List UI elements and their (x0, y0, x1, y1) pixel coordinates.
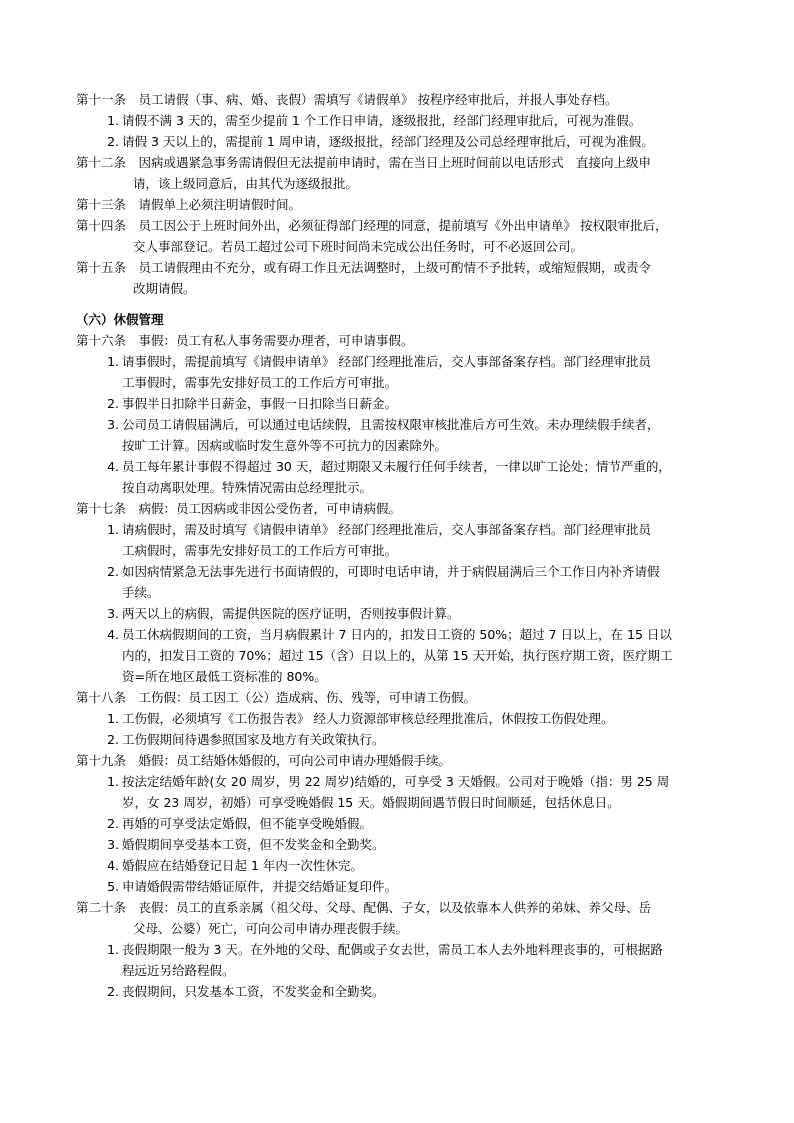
list-item-number: 2. (107, 134, 119, 149)
list-item-text: 婚假期间享受基本工资，但不发奖金和全勤奖。 (122, 837, 385, 852)
list-item-continuation: 按自动离职处理。特殊情况需由总经理批示。 (122, 480, 373, 495)
article-line: 第十六条 事假：员工有私人事务需要办理者，可申请事假。 (76, 333, 414, 348)
list-item-number: 3. (107, 606, 119, 621)
list-item-text: 如因病情紧急无法事先进行书面请假的，可即时电话申请，并于病假届满后三个工作日内补齐请假 (122, 564, 660, 579)
list-item-text: 员工每年累计事假不得超过 30 天，超过期限又未履行任何手续者，一律以旷工论处；情节严重的， (122, 459, 671, 474)
list-item-text: 申请婚假需带结婚证原件，并提交结婚证复印件。 (122, 879, 398, 894)
list-item-continuation: 资=所在地区最低工资标准的 80%。 (122, 669, 327, 684)
list-item-number: 2. (107, 396, 119, 411)
list-item-number: 1. (107, 711, 119, 726)
list-item-continuation: 按旷工计算。因病或临时发生意外等不可抗力的因素除外。 (122, 438, 448, 453)
list-item-text: 丧假期间，只发基本工资，不发奖金和全勤奖。 (122, 984, 385, 999)
list-item-text: 再婚的可享受法定婚假，但不能享受晚婚假。 (122, 816, 373, 831)
list-item-text: 公司员工请假届满后，可以通过电话续假，且需按权限审核批准后方可生效。未办理续假手续者， (122, 417, 660, 432)
list-item-text: 请病假时，需及时填写《请假申请单》 经部门经理批准后，交人事部备案存档。部门经理审批员 (122, 522, 651, 537)
list-item-number: 1. (107, 942, 119, 957)
list-item-continuation: 内的，扣发日工资的 70%；超过 15（含）日以上的，从第 15 天开始，执行医疗期工资，医疗期工 (122, 648, 673, 663)
list-item-continuation: 程远近另给路程假。 (122, 963, 235, 978)
list-item-text: 丧假期限一般为 3 天。在外地的父母、配偶或子女去世，需员工本人去外地料理丧事的，可根据路 (122, 942, 663, 957)
list-item-number: 1. (107, 354, 119, 369)
list-item-text: 婚假应在结婚登记日起 1 年内一次性休完。 (122, 858, 363, 873)
list-item-number: 2. (107, 732, 119, 747)
list-item-number: 5. (107, 879, 119, 894)
list-item-number: 3. (107, 417, 119, 432)
list-item-text: 请事假时，需提前填写《请假申请单》 经部门经理批准后，交人事部备案存档。部门经理审批员 (122, 354, 651, 369)
article-line: 第十三条 请假单上必须注明请假时间。 (76, 197, 302, 212)
article-line: 第十五条 员工请假理由不充分，或有碍工作且无法调整时，上级可酌情不予批转，或缩短假期，或责令 (76, 260, 652, 275)
list-item-text: 员工休病假期间的工资，当月病假累计 7 日内的，扣发日工资的 50%；超过 7 日以上，在 15 日以 (122, 627, 672, 642)
list-item-number: 1. (107, 774, 119, 789)
list-item-text: 两天以上的病假，需提供医院的医疗证明，否则按事假计算。 (122, 606, 460, 621)
article-continuation: 改期请假。 (133, 281, 196, 296)
list-item-number: 2. (107, 564, 119, 579)
article-line: 第十八条 工伤假：员工因工（公）造成病、伤、残等，可申请工伤假。 (76, 690, 477, 705)
list-item-continuation: 岁，女 23 周岁，初婚）可享受晚婚假 15 天。婚假期间遇节假日时间顺延，包括休息日。 (122, 795, 620, 810)
list-item-text: 工伤假，必须填写《工伤报告表》 经人力资源部审核总经理批准后，休假按工伤假处理。 (122, 711, 614, 726)
list-item-text: 按法定结婚年龄(女 20 周岁，男 22 周岁)结婚的，可享受 3 天婚假。公司对于晚婚（指：男 25 周 (122, 774, 670, 789)
article-continuation: 交人事部登记。若员工超过公司下班时间尚未完成公出任务时，可不必返回公司。 (133, 239, 584, 254)
list-item-number: 1. (107, 522, 119, 537)
list-item-continuation: 工病假时，需事先安排好员工的工作后方可审批。 (122, 543, 398, 558)
list-item-text: 事假半日扣除半日薪金，事假一日扣除当日薪金。 (122, 396, 398, 411)
list-item-number: 2. (107, 816, 119, 831)
list-item-text: 请假 3 天以上的，需提前 1 周申请，逐级报批，经部门经理及公司总经理审批后，可视为准假。 (122, 134, 654, 149)
list-item-number: 2. (107, 984, 119, 999)
article-line: 第十九条 婚假：员工结婚休婚假的，可向公司申请办理婚假手续。 (76, 753, 452, 768)
article-continuation: 请，该上级同意后，由其代为逐级报批。 (133, 176, 359, 191)
list-item-number: 4. (107, 459, 119, 474)
list-item-number: 4. (107, 858, 119, 873)
list-item-continuation: 工事假时，需事先安排好员工的工作后方可审批。 (122, 375, 398, 390)
list-item-number: 3. (107, 837, 119, 852)
list-item-continuation: 手续。 (122, 585, 160, 600)
list-item-number: 1. (107, 113, 119, 128)
article-line: 第十一条 员工请假（事、病、婚、丧假）需填写《请假单》 按程序经审批后，并报人事处存档。 (76, 92, 618, 107)
list-item-text: 请假不满 3 天的，需至少提前 1 个工作日申请，逐级报批，经部门经理审批后，可视为准假。 (122, 113, 642, 128)
section-heading: （六）休假管理 (76, 312, 164, 327)
list-item-number: 4. (107, 627, 119, 642)
article-line: 第十四条 员工因公于上班时间外出，必须征得部门经理的同意，提前填写《外出申请单》 按权限审批后， (76, 218, 668, 233)
article-line: 第二十条 丧假：员工的直系亲属（祖父母、父母、配偶、子女，以及依靠本人供养的弟妹、养父母、岳 (76, 900, 652, 915)
list-item-text: 工伤假期间待遇参照国家及地方有关政策执行。 (122, 732, 385, 747)
article-line: 第十七条 病假：员工因病或非因公受伤者，可申请病假。 (76, 501, 402, 516)
article-line: 第十二条 因病或遇紧急事务需请假但无法提前申请时，需在当日上班时间前以电话形式 直接向上级申 (76, 155, 652, 170)
article-continuation: 父母、公婆）死亡，可向公司申请办理丧假手续。 (133, 921, 409, 936)
